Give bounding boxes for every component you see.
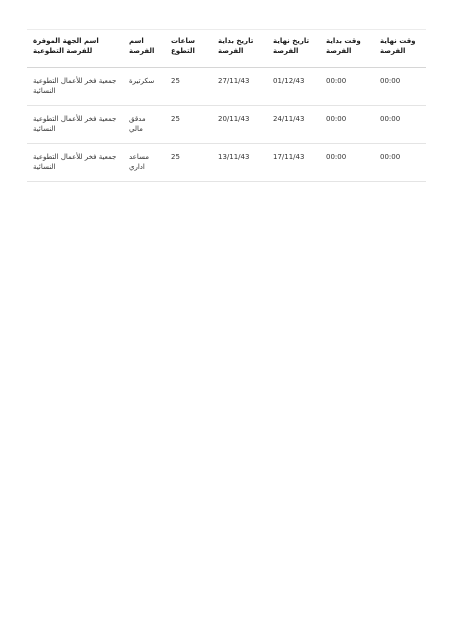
header-opportunity-name-label: اسم الفرصة <box>129 37 155 55</box>
cell-hours-text: 25 <box>171 153 180 161</box>
cell-hours <box>165 106 212 144</box>
cell-hours <box>165 68 212 106</box>
header-start-time-label: وقت بداية الفرصة <box>326 37 361 55</box>
cell-opportunity-name <box>123 144 165 182</box>
cell-end-time-text: 00:00 <box>380 77 401 85</box>
cell-end-time <box>374 144 426 182</box>
header-end-time-label: وقت نهاية الفرصة <box>380 37 416 55</box>
header-org-label: اسم الجهة الموفرة للفرصة التطوعية <box>33 37 99 55</box>
cell-start-date <box>212 68 267 106</box>
header-hours-label: ساعات التطوع <box>171 37 195 55</box>
cell-start-date-text: 27/11/43 <box>218 77 250 85</box>
header-end-date-label: تاريخ نهاية الفرصة <box>273 37 310 55</box>
table-row <box>27 106 426 144</box>
header-hours <box>165 30 212 68</box>
header-start-date-label: تاريخ بداية الفرصة <box>218 37 254 55</box>
cell-end-time <box>374 106 426 144</box>
cell-start-date-text: 13/11/43 <box>218 153 250 161</box>
cell-start-date <box>212 106 267 144</box>
cell-opportunity-name-text: مدقق مالي <box>129 115 146 133</box>
cell-opportunity-name-text: مساعد اداري <box>129 153 149 171</box>
header-opportunity-name <box>123 30 165 68</box>
cell-end-time-text: 00:00 <box>380 153 401 161</box>
cell-end-time-text: 00:00 <box>380 115 401 123</box>
cell-start-date-text: 20/11/43 <box>218 115 250 123</box>
cell-end-time <box>374 68 426 106</box>
table-body <box>27 68 426 182</box>
cell-opportunity-name <box>123 68 165 106</box>
cell-org <box>27 106 123 144</box>
cell-org-text: جمعية فخر للأعمال التطوعية النسائية <box>33 153 117 171</box>
cell-start-time <box>320 68 374 106</box>
cell-end-date-text: 01/12/43 <box>273 77 305 85</box>
cell-opportunity-name-text: سكرتيرة <box>129 77 155 85</box>
header-row <box>27 30 426 68</box>
header-end-time <box>374 30 426 68</box>
cell-end-date-text: 24/11/43 <box>273 115 305 123</box>
cell-start-time <box>320 144 374 182</box>
table-header <box>27 30 426 68</box>
cell-org <box>27 68 123 106</box>
cell-start-time-text: 00:00 <box>326 115 347 123</box>
header-end-date <box>267 30 320 68</box>
cell-start-time-text: 00:00 <box>326 153 347 161</box>
cell-org <box>27 144 123 182</box>
header-start-time <box>320 30 374 68</box>
cell-org-text: جمعية فخر للأعمال التطوعية النسائية <box>33 77 117 95</box>
cell-hours <box>165 144 212 182</box>
header-org <box>27 30 123 68</box>
cell-start-time <box>320 106 374 144</box>
cell-opportunity-name <box>123 106 165 144</box>
cell-end-date <box>267 68 320 106</box>
table-row <box>27 144 426 182</box>
cell-hours-text: 25 <box>171 115 180 123</box>
cell-org-text: جمعية فخر للأعمال التطوعية النسائية <box>33 115 117 133</box>
cell-start-date <box>212 144 267 182</box>
cell-end-date <box>267 106 320 144</box>
table-row <box>27 68 426 106</box>
cell-end-date-text: 17/11/43 <box>273 153 305 161</box>
cell-end-date <box>267 144 320 182</box>
volunteer-opportunities-table <box>27 29 426 182</box>
header-start-date <box>212 30 267 68</box>
cell-hours-text: 25 <box>171 77 180 85</box>
cell-start-time-text: 00:00 <box>326 77 347 85</box>
